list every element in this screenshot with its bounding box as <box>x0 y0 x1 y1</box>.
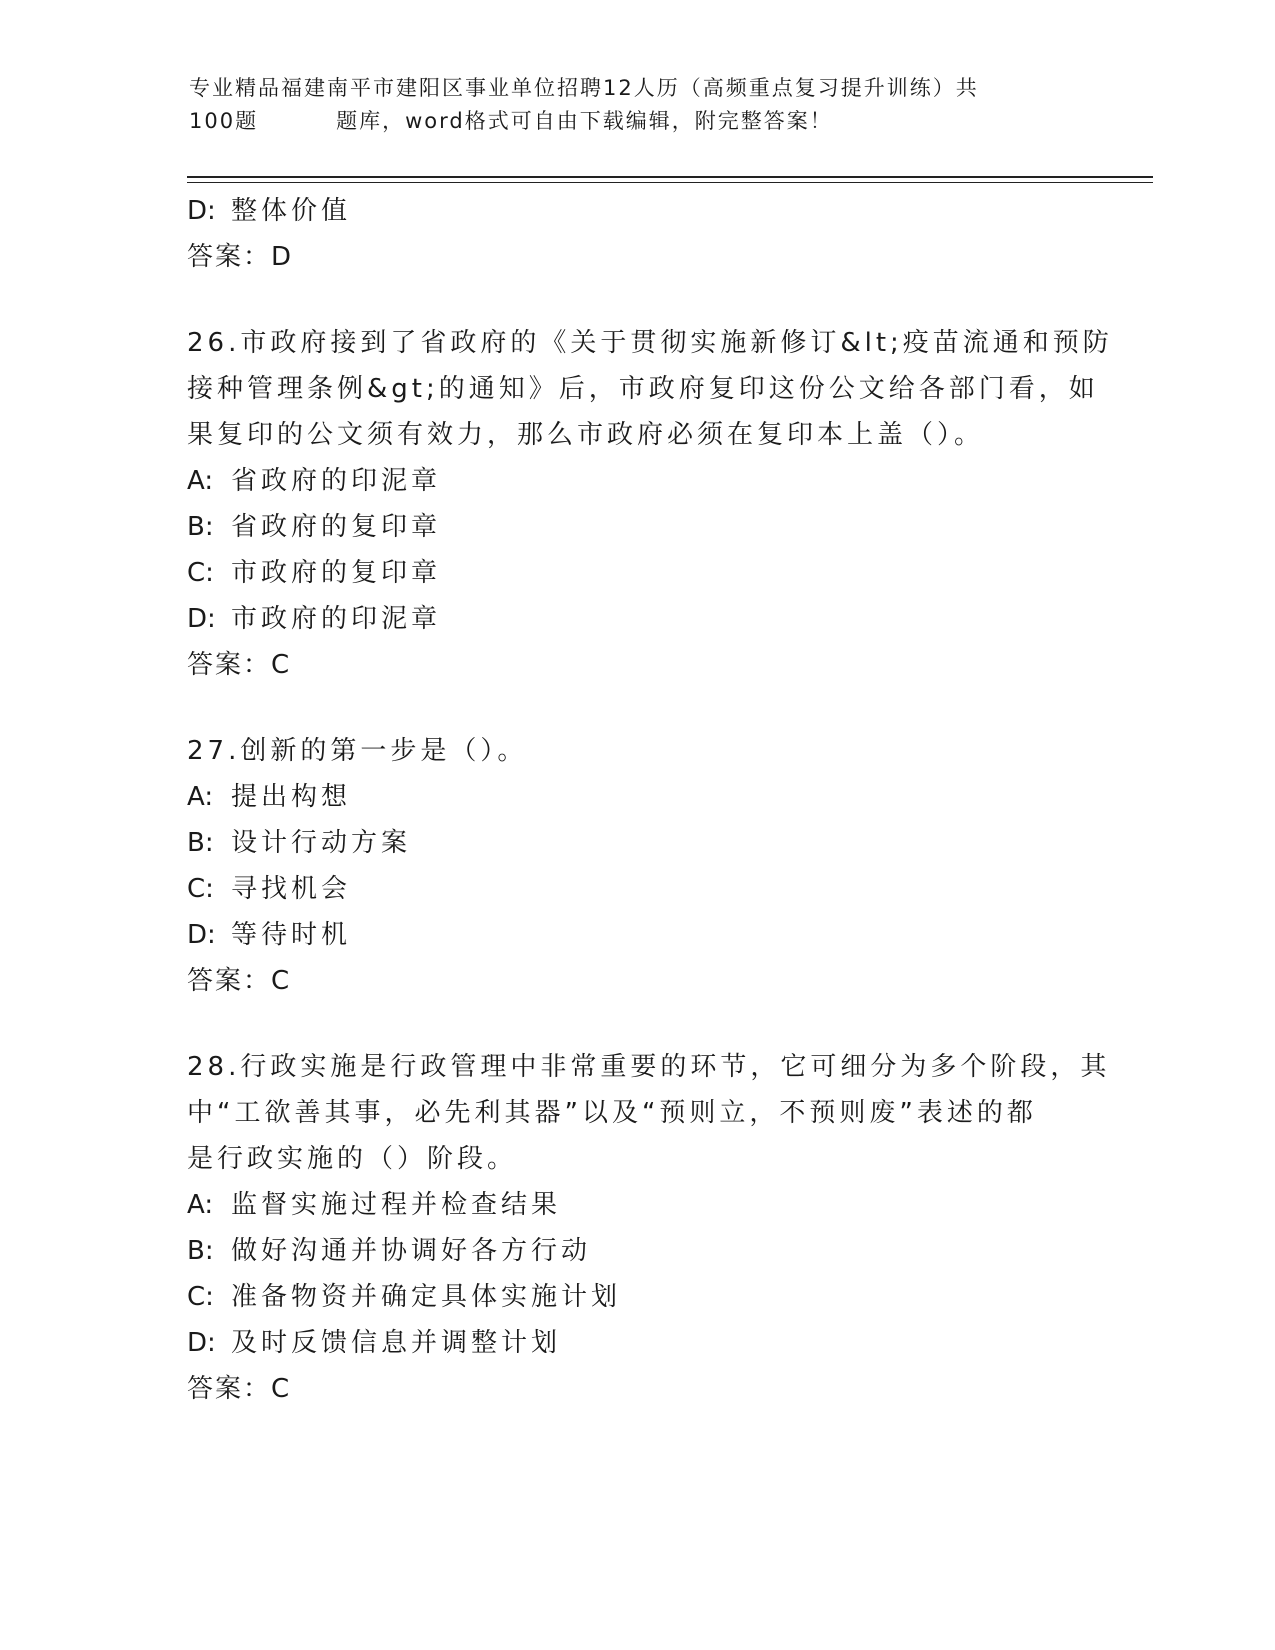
option-d <box>187 596 1087 642</box>
option-key: A: <box>187 782 214 812</box>
option-key: D: <box>187 1328 216 1358</box>
question-content <box>187 188 1113 1412</box>
page-header <box>189 72 1069 138</box>
option-key: C: <box>187 874 214 904</box>
option-b <box>187 1228 1087 1274</box>
option-key: C: <box>187 1282 214 1312</box>
answer: 答案：C <box>187 650 292 680</box>
option-d <box>187 912 1087 958</box>
option-b <box>187 504 1087 550</box>
option-text: 等待时机 <box>231 920 352 950</box>
question-27 <box>187 728 1087 1004</box>
option-a <box>187 458 1087 504</box>
question-text-line: 接种管理条例&gt;的通知》后，市政府复印这份公文给各部门看，如 <box>187 374 1099 404</box>
option-text: 做好沟通并协调好各方行动 <box>231 1236 592 1266</box>
question-26 <box>187 320 1113 688</box>
option-c <box>187 866 1087 912</box>
carryover-answer: 答案：D <box>187 242 294 272</box>
option-b <box>187 820 1087 866</box>
option-text: 提出构想 <box>231 782 352 812</box>
option-text: 市政府的印泥章 <box>231 604 442 634</box>
option-key: B: <box>187 1236 214 1266</box>
option-text: 设计行动方案 <box>231 828 412 858</box>
question-28 <box>187 1044 1111 1412</box>
question-text-line: 27.创新的第一步是（）。 <box>187 736 528 766</box>
option-a <box>187 774 1087 820</box>
option-c <box>187 550 1087 596</box>
question-text-line: 是行政实施的（）阶段。 <box>187 1144 518 1174</box>
header-line-2 <box>189 105 1069 138</box>
option-text: 省政府的印泥章 <box>231 466 442 496</box>
option-text: 整体价值 <box>231 196 352 226</box>
option-c <box>187 1274 1087 1320</box>
option-key: D: <box>187 920 216 950</box>
question-text-line: 中“工欲善其事，必先利其器”以及“预则立，不预则废”表述的都 <box>187 1098 1037 1128</box>
option-text: 省政府的复印章 <box>231 512 442 542</box>
answer: 答案：C <box>187 1374 292 1404</box>
header-rule-thick <box>187 176 1153 178</box>
header-description: 题库，word格式可自由下载编辑，附完整答案！ <box>336 109 833 133</box>
option-key: B: <box>187 828 214 858</box>
answer: 答案：C <box>187 966 292 996</box>
question-text-line: 果复印的公文须有效力，那么市政府必须在复印本上盖（）。 <box>187 420 985 450</box>
header-question-count: 100题 <box>189 109 259 133</box>
option-key: A: <box>187 466 214 496</box>
option-key: C: <box>187 558 214 588</box>
option-key: D: <box>187 604 216 634</box>
header-rule-thin <box>187 182 1153 183</box>
option-text: 及时反馈信息并调整计划 <box>231 1328 562 1358</box>
carryover-option-d <box>187 188 1087 234</box>
option-text: 市政府的复印章 <box>231 558 442 588</box>
option-key: A: <box>187 1190 214 1220</box>
option-text: 寻找机会 <box>231 874 352 904</box>
option-text: 监督实施过程并检查结果 <box>231 1190 562 1220</box>
option-d <box>187 1320 1087 1366</box>
header-line-1: 专业精品福建南平市建阳区事业单位招聘12人历（高频重点复习提升训练）共 <box>189 76 979 100</box>
option-key: D: <box>187 196 216 226</box>
option-text: 准备物资并确定具体实施计划 <box>231 1282 622 1312</box>
option-key: B: <box>187 512 214 542</box>
question-text-line: 28.行政实施是行政管理中非常重要的环节，它可细分为多个阶段，其 <box>187 1052 1111 1082</box>
question-text-line: 26.市政府接到了省政府的《关于贯彻实施新修订&lt;疫苗流通和预防 <box>187 328 1113 358</box>
option-a <box>187 1182 1087 1228</box>
